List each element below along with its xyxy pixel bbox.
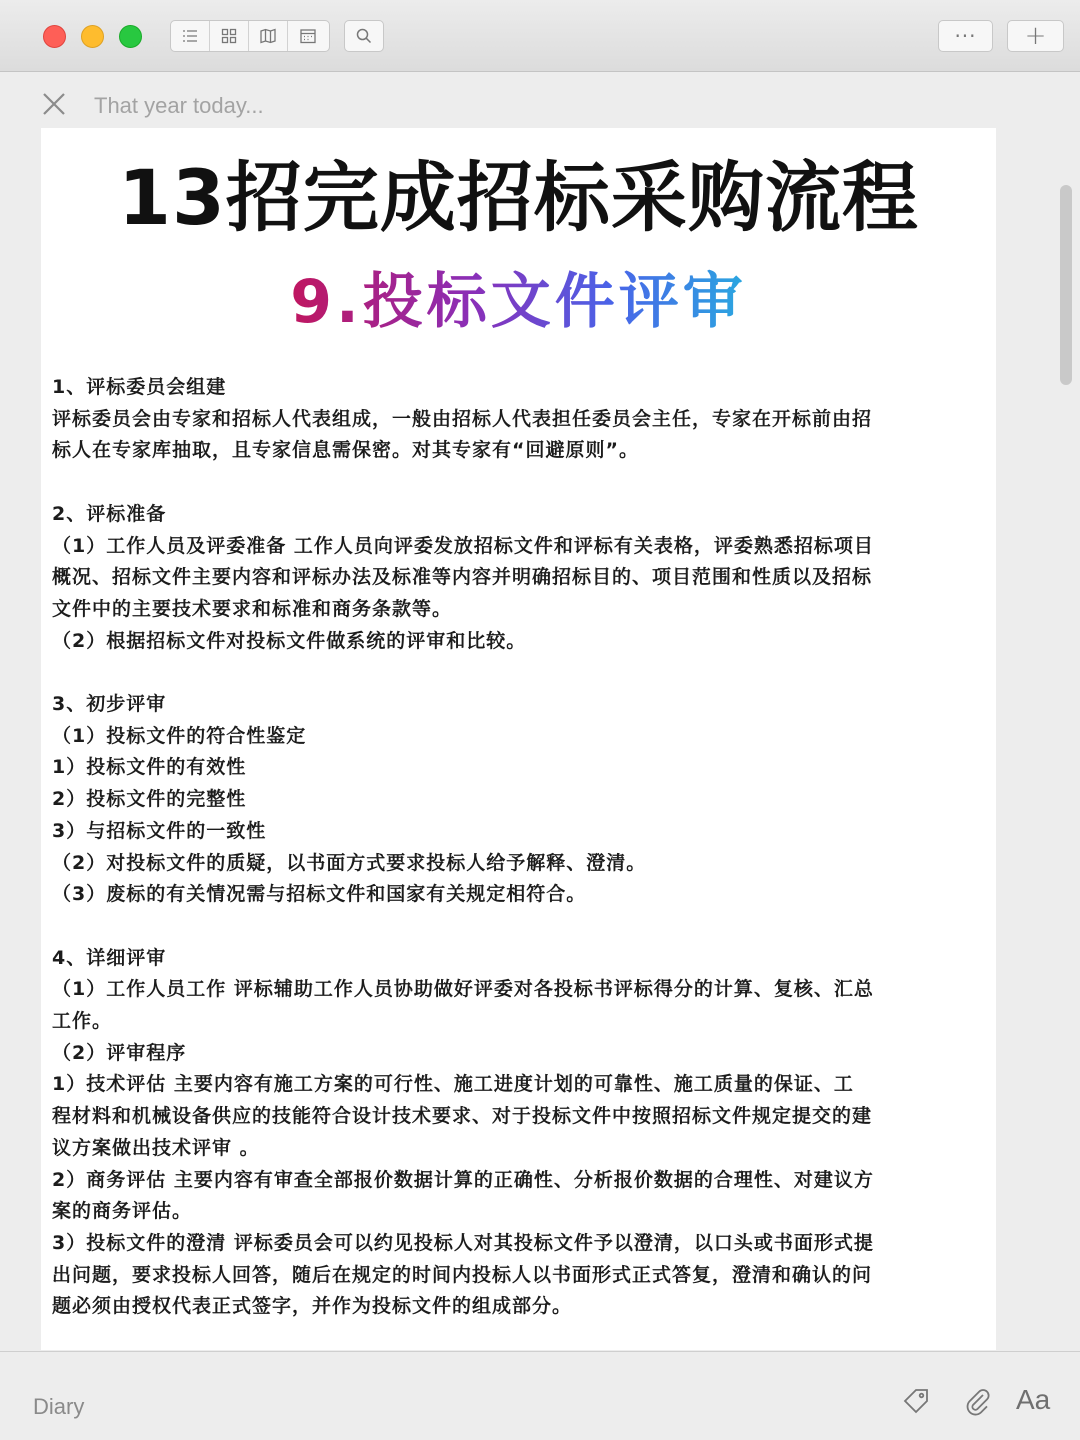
journal-selector[interactable]: Diary <box>33 1394 85 1419</box>
body-line: 议方案做出技术评审 。 <box>52 1136 260 1159</box>
bottom-bar <box>0 1351 1080 1440</box>
body-line: 题必须由授权代表正式签字，并作为投标文件的组成部分。 <box>52 1295 573 1318</box>
document-body <box>52 372 982 1323</box>
map-view-button[interactable] <box>249 21 288 51</box>
entry-title-input[interactable] <box>94 88 694 124</box>
body-line: （1）工作人员工作 评标辅助工作人员协助做好评委对各投标书评标得分的计算、复核、汇总 <box>52 978 874 1001</box>
close-icon[interactable] <box>40 90 68 118</box>
calendar-view-button[interactable] <box>288 21 327 51</box>
body-line: （3）废标的有关情况需与招标文件和国家有关规定相符合。 <box>52 883 587 906</box>
zoom-window-button[interactable] <box>119 25 142 48</box>
body-line: 出问题，要求投标人回答，随后在规定的时间内投标人以书面形式正式答复，澄清和确认的问 <box>52 1263 873 1286</box>
more-button[interactable]: ··· <box>938 20 993 52</box>
document-title: 13招完成招标采购流程 <box>118 153 919 242</box>
body-line: 3）投标文件的澄清 评标委员会可以约见投标人对其投标文件予以澄清，以口头或书面形式提 <box>52 1231 874 1254</box>
body-line: 标人在专家库抽取，且专家信息需保密。对其专家有“回避原则”。 <box>52 439 639 462</box>
body-line: （2）评审程序 <box>52 1041 187 1064</box>
paperclip-icon[interactable] <box>962 1386 992 1416</box>
body-line: 概况、招标文件主要内容和评标办法及标准等内容并明确招标目的、项目范围和性质以及招标 <box>52 566 873 589</box>
grid-view-button[interactable] <box>210 21 249 51</box>
body-line: 案的商务评估。 <box>52 1200 193 1223</box>
body-line: （2）根据招标文件对投标文件做系统的评审和比较。 <box>52 629 527 652</box>
body-line: 2、评标准备 <box>52 502 167 525</box>
list-icon <box>181 27 199 45</box>
scrollbar-thumb[interactable] <box>1060 185 1072 385</box>
blank-line <box>52 657 982 689</box>
map-icon <box>259 27 277 45</box>
body-line: 4、详细评审 <box>52 946 167 969</box>
document-subtitle <box>41 262 996 342</box>
body-line: 2）投标文件的完整性 <box>52 788 247 811</box>
close-window-button[interactable] <box>43 25 66 48</box>
body-line: 评标委员会由专家和招标人代表组成，一般由招标人代表担任委员会主任，专家在开标前由招 <box>52 407 873 430</box>
font-format-button[interactable]: Aa <box>1016 1384 1051 1415</box>
body-line: 文件中的主要技术要求和标准和商务条款等。 <box>52 597 453 620</box>
grid-icon <box>220 27 238 45</box>
search-icon <box>355 27 373 45</box>
new-entry-button[interactable]: + <box>1007 20 1064 52</box>
entry-content[interactable] <box>41 128 996 1350</box>
body-line: 工作。 <box>52 1010 113 1033</box>
search-button[interactable] <box>344 20 384 52</box>
tag-icon[interactable] <box>901 1386 931 1416</box>
view-switcher <box>170 20 330 52</box>
list-view-button[interactable] <box>171 21 210 51</box>
blank-line <box>52 911 982 943</box>
minimize-window-button[interactable] <box>81 25 104 48</box>
window-toolbar <box>0 0 1080 72</box>
body-line: 3、初步评审 <box>52 693 167 715</box>
calendar-icon <box>299 27 317 45</box>
body-line: （1）工作人员及评委准备 工作人员向评委发放招标文件和评标有关表格，评委熟悉招标项目 <box>52 534 874 557</box>
body-line: 1、评标委员会组建 <box>52 376 227 398</box>
body-line: 1）技术评估 主要内容有施工方案的可行性、施工进度计划的可靠性、施工质量的保证、工 <box>52 1073 854 1096</box>
body-line: 3）与招标文件的一致性 <box>52 819 267 842</box>
body-line: 程材料和机械设备供应的技能符合设计技术要求、对于投标文件中按照招标文件规定提交的建 <box>52 1105 873 1128</box>
body-line: 1）投标文件的有效性 <box>52 756 247 779</box>
body-line: 2）商务评估 主要内容有审查全部报价数据计算的正确性、分析报价数据的合理性、对建议方 <box>52 1168 874 1191</box>
document-subtitle-text: 9.投标文件评审 <box>290 267 747 337</box>
body-line: （1）投标文件的符合性鉴定 <box>52 724 307 747</box>
blank-line <box>52 467 982 499</box>
body-line: （2）对投标文件的质疑，以书面方式要求投标人给予解释、澄清。 <box>52 851 647 874</box>
